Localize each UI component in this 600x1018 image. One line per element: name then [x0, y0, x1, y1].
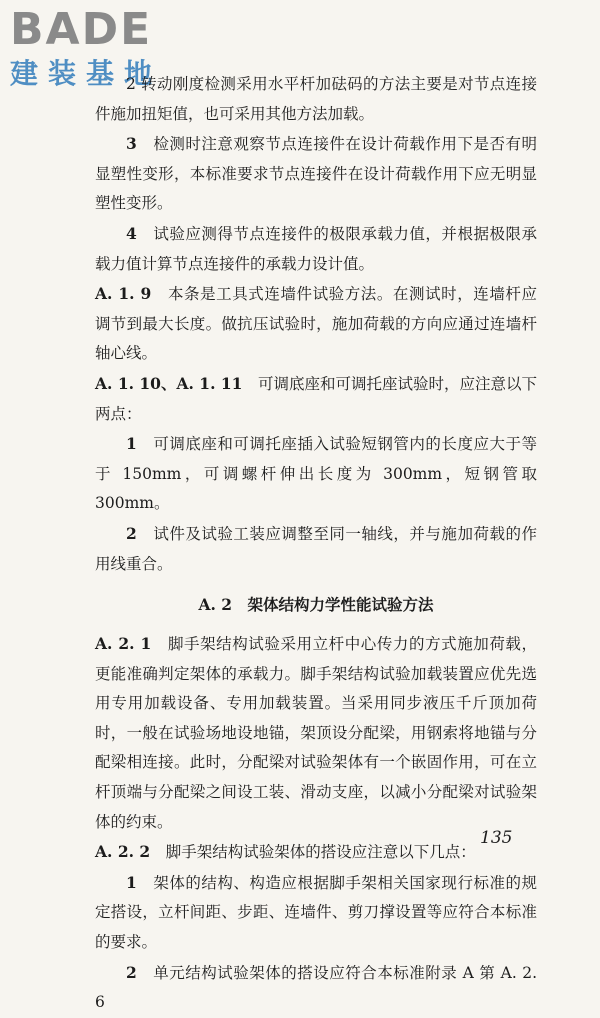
- item-number: 4: [126, 223, 137, 243]
- clause-number: A. 2. 1: [95, 634, 152, 654]
- paragraph-a22: [95, 837, 537, 868]
- section-heading: A. 2 架体结构力学性能试验方法: [198, 595, 434, 615]
- paragraph-a110: [95, 369, 537, 429]
- paragraph-text: 架体的结构、构造应根据脚手架相关国家现行标准的规定搭设，立杆间距、步距、连墙件、剪刀撑设置等应符合本标准的要求。: [95, 873, 537, 952]
- paragraph-text: 脚手架结构试验架体的搭设应注意以下几点：: [165, 843, 476, 862]
- paragraph-text: 试件及试验工装应调整至同一轴线，并与施加荷载的作用线重合。: [95, 524, 537, 573]
- logo-chinese: 建装基地: [10, 57, 163, 90]
- paragraph-text: 本条是工具式连墙件试验方法。在测试时，连墙杆应调节到最大长度。做抗压试验时，施加荷载的方向应通过连墙杆轴心线。: [95, 285, 537, 363]
- paragraph-a110-2: [95, 519, 537, 579]
- paragraph-text: 可调底座和可调托座试验时，应注意以下两点：: [95, 374, 537, 423]
- paragraph-text: 试验应测得节点连接件的极限承载力值，并根据极限承载力值计算节点连接件的承载力设计值。: [95, 224, 537, 273]
- item-number: 2: [126, 523, 137, 543]
- paragraph-a21: [95, 629, 537, 837]
- document-page: [95, 70, 537, 1018]
- page-number: 135: [480, 828, 513, 848]
- item-number: 1: [126, 872, 137, 892]
- paragraph-text: 检测时注意观察节点连接件在设计荷载作用下是否有明显塑性变形，本标准要求节点连接件在设计荷载作用下应无明显塑性变形。: [95, 135, 537, 213]
- paragraph-text: 脚手架结构试验采用立杆中心传力的方式施加荷载，更能准确判定架体的承载力。脚手架结构试验加载装置应优先选用专用加载设备、专用加载装置。当采用同步液压千斤顶加荷时，一般在试验场地设地锚，架顶设分配梁，用钢索将地锚与分配梁相连接。此时，分配梁对试验架体有一个嵌固作用，可在立杆顶端与分配梁之间设工装、滑动支座，以减小分配梁对试验架体的约束。: [95, 635, 537, 831]
- paragraph-a18-3: [95, 129, 537, 219]
- paragraph-text: 2 转动刚度检测采用水平杆加砝码的方法主要是对节点连接件施加扭矩值，也可采用其他方法加载。: [95, 75, 537, 123]
- paragraph-a18-2: [95, 70, 537, 129]
- paragraph-text: 单元结构试验架体的搭设应符合本标准附录 A 第 A. 2. 6: [95, 963, 537, 1012]
- clause-number: A. 2. 2: [95, 842, 151, 862]
- item-number: 3: [126, 134, 137, 154]
- clause-number: A. 1. 9: [95, 284, 152, 304]
- item-number: 2: [126, 962, 137, 982]
- paragraph-text: 可调底座和可调托座插入试验短钢管内的长度应大于等于 150mm，可调螺杆伸出长度为 300mm，短钢管取 300mm。: [95, 435, 537, 513]
- item-number: 1: [126, 434, 137, 454]
- paragraph-a110-1: [95, 429, 537, 519]
- clause-number: A. 1. 10、A. 1. 11: [95, 373, 243, 393]
- logo-wordmark: BADE: [10, 4, 153, 55]
- paragraph-a22-1: [95, 868, 537, 958]
- paragraph-a19: [95, 279, 537, 369]
- paragraph-a18-4: [95, 219, 537, 279]
- paragraph-a22-2: [95, 958, 537, 1018]
